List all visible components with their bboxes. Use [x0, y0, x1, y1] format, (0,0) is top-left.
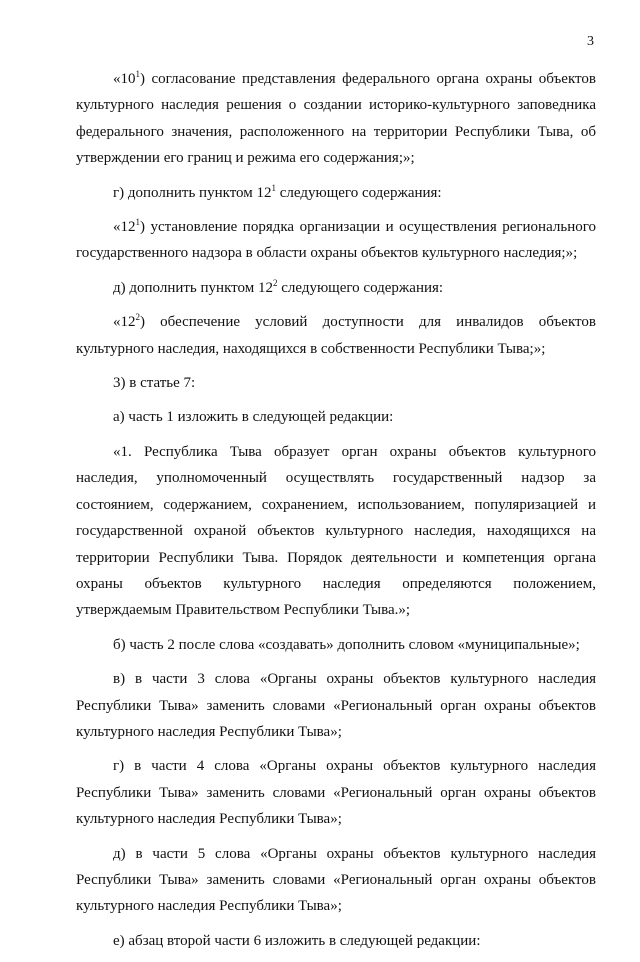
paragraph: [76, 841, 596, 920]
paragraph-text: следующего содержания:: [277, 279, 444, 296]
paragraph-text: «10: [113, 71, 136, 87]
paragraph-text: д) дополнить пунктом 12: [113, 279, 273, 296]
superscript: 2: [272, 277, 278, 288]
paragraph: [76, 309, 596, 362]
paragraph: [76, 928, 596, 954]
document-body: [76, 66, 596, 962]
paragraph-text: а) часть 1 изложить в следующей редакции:: [113, 409, 394, 426]
superscript: 1: [135, 217, 140, 228]
paragraph-text: г) дополнить пунктом 12: [113, 184, 272, 201]
paragraph-text: е) абзац второй части 6 изложить в следующей редакции:: [113, 932, 481, 949]
paragraph: [76, 404, 596, 430]
page-number: 3: [587, 34, 594, 49]
paragraph: [76, 214, 596, 267]
paragraph-text: г) в части 4 слова «Органы охраны объектов культурного наследия Республики Тыва» заменить словами «Региональный орган охраны объектов культурного наследия Республики Тыва»;: [76, 758, 596, 828]
paragraph-text: в) в части 3 слова «Органы охраны объектов культурного наследия Республики Тыва» заменить словами «Региональный орган охраны объектов культурного наследия Республики Тыва»;: [76, 671, 596, 740]
paragraph-text: следующего содержания:: [276, 184, 442, 201]
superscript: 1: [135, 69, 140, 79]
superscript: 2: [135, 312, 140, 323]
paragraph: [76, 370, 596, 396]
paragraph-text: «12: [113, 314, 136, 331]
paragraph: [76, 753, 596, 832]
paragraph: [76, 180, 596, 206]
paragraph: [76, 66, 596, 172]
paragraph-text: ) обеспечение условий доступности для инвалидов объектов культурного наследия, находящихся в собственности Республики Тыва;»;: [76, 314, 596, 357]
paragraph-text: д) в части 5 слова «Органы охраны объектов культурного наследия Республики Тыва» заменить словами «Региональный орган охраны объектов культурного наследия Республики Тыва»;: [76, 845, 596, 915]
paragraph-text: 3) в статье 7:: [113, 375, 196, 392]
paragraph-text: ) установление порядка организации и осуществления регионального государственного надзора в области охраны объектов культурного наследия;»;: [76, 219, 596, 262]
paragraph-text: б) часть 2 после слова «создавать» дополнить словом «муниципальные»;: [113, 636, 580, 653]
paragraph-text: «1. Республика Тыва образует орган охраны объектов культурного наследия, уполномоченный осуществлять государственный надзор за состоянием, содержанием, сохранением, использованием, популяризацией и государственной охраной объектов культурного наследия, находящихся на территории Республики Тыва. Порядок деятельности и компетенция органа охраны объектов культурного наследия определяются положением, утверждаемым Правительством Республики Тыва.»;: [76, 443, 596, 619]
paragraph: [76, 666, 596, 745]
paragraph: [76, 632, 596, 658]
paragraph-text: «12: [113, 219, 136, 236]
paragraph-text: ) согласование представления федерального органа охраны объектов культурного наследия решения о создании историко-культурного заповедника федерального значения, расположенного на территории Республики Тыва, об утверждении его границ и режима его содержания;»;: [76, 71, 596, 167]
paragraph: [76, 275, 596, 301]
paragraph: [76, 439, 596, 624]
superscript: 1: [271, 182, 277, 193]
